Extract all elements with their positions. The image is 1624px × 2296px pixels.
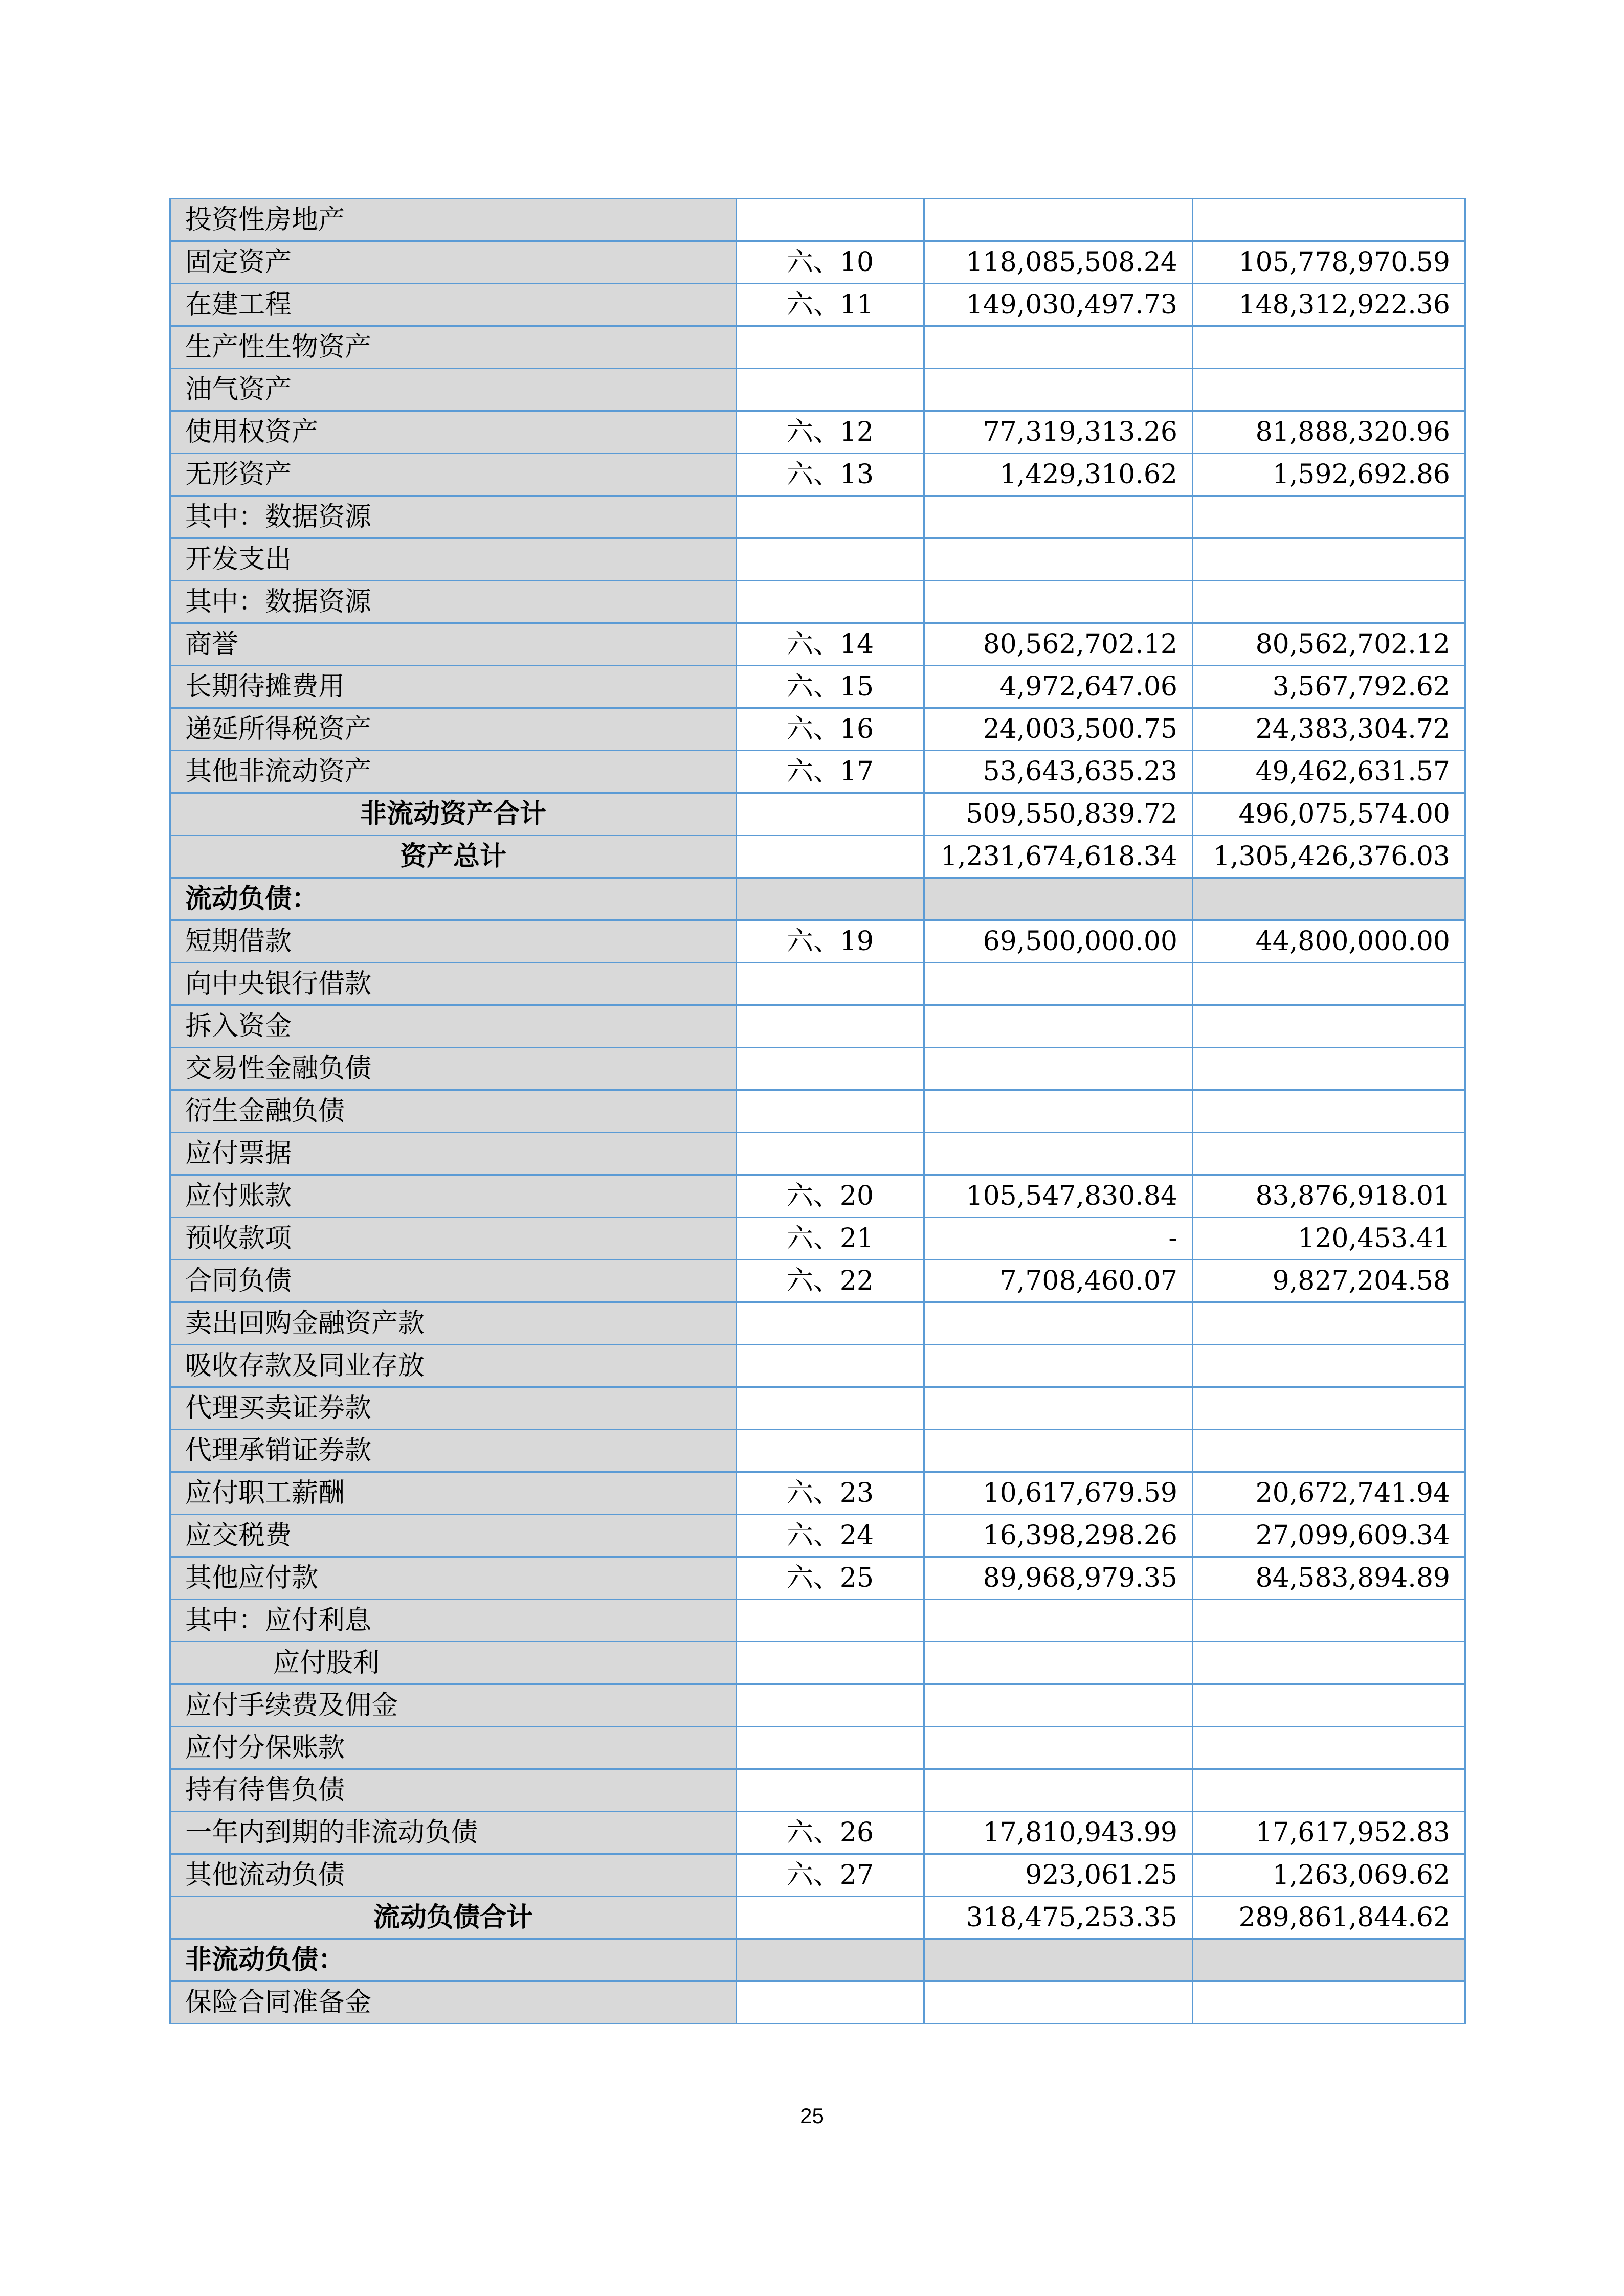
row-current-value <box>924 326 1193 369</box>
row-previous-value: 49,462,631.57 <box>1193 751 1465 793</box>
row-note: 六、21 <box>737 1218 924 1260</box>
table-row <box>170 1982 1465 2024</box>
row-previous-value <box>1193 496 1465 538</box>
table-row <box>170 878 1465 920</box>
table-row <box>170 1302 1465 1345</box>
table-row <box>170 1133 1465 1175</box>
row-previous-value <box>1193 1600 1465 1642</box>
row-note: 六、10 <box>737 241 924 284</box>
row-current-value <box>924 581 1193 623</box>
row-label: 投资性房地产 <box>170 199 737 241</box>
row-label: 应付分保账款 <box>170 1727 737 1769</box>
table-row <box>170 1727 1465 1769</box>
row-current-value <box>924 1387 1193 1430</box>
page-number: 25 <box>800 2104 824 2128</box>
row-label: 合同负债 <box>170 1260 737 1302</box>
table-row <box>170 1387 1465 1430</box>
row-note <box>737 581 924 623</box>
row-previous-value <box>1193 1939 1465 1982</box>
table-row <box>170 1345 1465 1387</box>
row-previous-value <box>1193 1769 1465 1812</box>
row-note <box>737 1005 924 1048</box>
row-note: 六、24 <box>737 1515 924 1557</box>
row-label: 衍生金融负债 <box>170 1090 737 1133</box>
row-note <box>737 1897 924 1939</box>
row-label: 代理买卖证券款 <box>170 1387 737 1430</box>
row-label: 无形资产 <box>170 454 737 496</box>
row-label: 递延所得税资产 <box>170 708 737 751</box>
row-current-value: 89,968,979.35 <box>924 1557 1193 1600</box>
row-current-value <box>924 496 1193 538</box>
row-label: 卖出回购金融资产款 <box>170 1302 737 1345</box>
row-previous-value <box>1193 369 1465 411</box>
table-row <box>170 1684 1465 1727</box>
row-previous-value: 80,562,702.12 <box>1193 623 1465 666</box>
row-previous-value: 120,453.41 <box>1193 1218 1465 1260</box>
row-previous-value <box>1193 581 1465 623</box>
row-current-value <box>924 538 1193 581</box>
row-note: 六、17 <box>737 751 924 793</box>
table-row <box>170 1005 1465 1048</box>
row-current-value: 149,030,497.73 <box>924 284 1193 326</box>
row-note: 六、26 <box>737 1812 924 1854</box>
row-previous-value: 1,305,426,376.03 <box>1193 836 1465 878</box>
table-row <box>170 241 1465 284</box>
row-note <box>737 963 924 1005</box>
row-current-value <box>924 1982 1193 2024</box>
table-row <box>170 284 1465 326</box>
row-current-value: 80,562,702.12 <box>924 623 1193 666</box>
table-row <box>170 1769 1465 1812</box>
table-row <box>170 963 1465 1005</box>
table-row <box>170 581 1465 623</box>
table-row <box>170 411 1465 454</box>
row-note <box>737 1430 924 1472</box>
row-note: 六、23 <box>737 1472 924 1515</box>
table-row <box>170 1048 1465 1090</box>
row-current-value <box>924 963 1193 1005</box>
row-previous-value <box>1193 1090 1465 1133</box>
row-current-value <box>924 878 1193 920</box>
row-previous-value <box>1193 1727 1465 1769</box>
row-current-value <box>924 1642 1193 1684</box>
row-previous-value <box>1193 1048 1465 1090</box>
row-current-value <box>924 1600 1193 1642</box>
table-row <box>170 199 1465 241</box>
row-note <box>737 1302 924 1345</box>
row-note: 六、12 <box>737 411 924 454</box>
row-current-value: 69,500,000.00 <box>924 920 1193 963</box>
table-row <box>170 1515 1465 1557</box>
row-note: 六、27 <box>737 1854 924 1897</box>
balance-sheet-body <box>170 199 1465 2024</box>
row-note <box>737 1090 924 1133</box>
row-label: 流动负债： <box>170 878 737 920</box>
row-current-value: 17,810,943.99 <box>924 1812 1193 1854</box>
row-note: 六、15 <box>737 666 924 708</box>
row-previous-value <box>1193 1005 1465 1048</box>
row-label: 其中：数据资源 <box>170 496 737 538</box>
row-note: 六、19 <box>737 920 924 963</box>
row-label: 其中：应付利息 <box>170 1600 737 1642</box>
row-previous-value: 1,592,692.86 <box>1193 454 1465 496</box>
table-row <box>170 708 1465 751</box>
table-row <box>170 369 1465 411</box>
row-current-value: 7,708,460.07 <box>924 1260 1193 1302</box>
row-label: 向中央银行借款 <box>170 963 737 1005</box>
table-row <box>170 496 1465 538</box>
row-label: 资产总计 <box>170 836 737 878</box>
table-row <box>170 1472 1465 1515</box>
row-current-value: 923,061.25 <box>924 1854 1193 1897</box>
row-previous-value: 105,778,970.59 <box>1193 241 1465 284</box>
row-note <box>737 1684 924 1727</box>
row-label: 开发支出 <box>170 538 737 581</box>
row-previous-value <box>1193 326 1465 369</box>
row-current-value <box>924 1727 1193 1769</box>
row-current-value: 10,617,679.59 <box>924 1472 1193 1515</box>
row-note <box>737 199 924 241</box>
table-row <box>170 793 1465 836</box>
row-current-value <box>924 1769 1193 1812</box>
table-row <box>170 1260 1465 1302</box>
row-label: 固定资产 <box>170 241 737 284</box>
row-previous-value <box>1193 878 1465 920</box>
row-current-value: 24,003,500.75 <box>924 708 1193 751</box>
row-label: 油气资产 <box>170 369 737 411</box>
row-previous-value <box>1193 199 1465 241</box>
row-current-value: 105,547,830.84 <box>924 1175 1193 1218</box>
row-note: 六、20 <box>737 1175 924 1218</box>
row-current-value: - <box>924 1218 1193 1260</box>
row-previous-value <box>1193 538 1465 581</box>
row-label: 在建工程 <box>170 284 737 326</box>
table-row <box>170 1600 1465 1642</box>
row-current-value <box>924 1302 1193 1345</box>
row-note: 六、14 <box>737 623 924 666</box>
row-previous-value: 1,263,069.62 <box>1193 1854 1465 1897</box>
row-previous-value <box>1193 1345 1465 1387</box>
row-label: 吸收存款及同业存放 <box>170 1345 737 1387</box>
row-previous-value <box>1193 963 1465 1005</box>
row-note <box>737 1048 924 1090</box>
table-row <box>170 1090 1465 1133</box>
row-previous-value: 27,099,609.34 <box>1193 1515 1465 1557</box>
table-row <box>170 623 1465 666</box>
row-label: 代理承销证券款 <box>170 1430 737 1472</box>
row-note <box>737 369 924 411</box>
table-row <box>170 538 1465 581</box>
row-label: 交易性金融负债 <box>170 1048 737 1090</box>
table-row <box>170 836 1465 878</box>
row-current-value: 53,643,635.23 <box>924 751 1193 793</box>
row-previous-value <box>1193 1982 1465 2024</box>
row-label: 非流动资产合计 <box>170 793 737 836</box>
row-previous-value: 81,888,320.96 <box>1193 411 1465 454</box>
row-note <box>737 1727 924 1769</box>
row-previous-value: 3,567,792.62 <box>1193 666 1465 708</box>
row-current-value <box>924 1090 1193 1133</box>
table-row <box>170 1557 1465 1600</box>
row-previous-value <box>1193 1684 1465 1727</box>
row-label: 其他流动负债 <box>170 1854 737 1897</box>
row-label: 其他非流动资产 <box>170 751 737 793</box>
row-current-value: 4,972,647.06 <box>924 666 1193 708</box>
row-label: 保险合同准备金 <box>170 1982 737 2024</box>
row-current-value: 318,475,253.35 <box>924 1897 1193 1939</box>
table-row <box>170 1897 1465 1939</box>
row-label: 应付股利 <box>170 1642 737 1684</box>
balance-sheet-table <box>169 198 1466 2024</box>
row-label: 拆入资金 <box>170 1005 737 1048</box>
row-note <box>737 1642 924 1684</box>
row-note <box>737 1982 924 2024</box>
row-current-value: 118,085,508.24 <box>924 241 1193 284</box>
row-note <box>737 1600 924 1642</box>
row-note: 六、25 <box>737 1557 924 1600</box>
row-note <box>737 836 924 878</box>
row-previous-value: 9,827,204.58 <box>1193 1260 1465 1302</box>
row-label: 预收款项 <box>170 1218 737 1260</box>
table-row <box>170 1175 1465 1218</box>
table-row <box>170 454 1465 496</box>
row-current-value <box>924 1133 1193 1175</box>
table-row <box>170 1812 1465 1854</box>
row-note <box>737 326 924 369</box>
row-label: 短期借款 <box>170 920 737 963</box>
table-row <box>170 1218 1465 1260</box>
table-row <box>170 1854 1465 1897</box>
row-label: 应交税费 <box>170 1515 737 1557</box>
row-current-value <box>924 1345 1193 1387</box>
row-previous-value: 84,583,894.89 <box>1193 1557 1465 1600</box>
row-label: 应付账款 <box>170 1175 737 1218</box>
row-previous-value: 17,617,952.83 <box>1193 1812 1465 1854</box>
row-label: 生产性生物资产 <box>170 326 737 369</box>
row-note <box>737 1769 924 1812</box>
row-note <box>737 878 924 920</box>
row-label: 应付职工薪酬 <box>170 1472 737 1515</box>
table-row <box>170 1642 1465 1684</box>
row-current-value: 509,550,839.72 <box>924 793 1193 836</box>
row-label: 应付手续费及佣金 <box>170 1684 737 1727</box>
row-label: 商誉 <box>170 623 737 666</box>
row-current-value: 1,429,310.62 <box>924 454 1193 496</box>
table-row <box>170 920 1465 963</box>
row-previous-value: 20,672,741.94 <box>1193 1472 1465 1515</box>
row-previous-value <box>1193 1430 1465 1472</box>
row-previous-value <box>1193 1387 1465 1430</box>
row-note <box>737 1939 924 1982</box>
row-label: 其中：数据资源 <box>170 581 737 623</box>
row-previous-value: 148,312,922.36 <box>1193 284 1465 326</box>
row-note: 六、22 <box>737 1260 924 1302</box>
row-previous-value: 496,075,574.00 <box>1193 793 1465 836</box>
row-previous-value <box>1193 1642 1465 1684</box>
row-label: 使用权资产 <box>170 411 737 454</box>
row-label: 一年内到期的非流动负债 <box>170 1812 737 1854</box>
row-previous-value: 289,861,844.62 <box>1193 1897 1465 1939</box>
row-label: 长期待摊费用 <box>170 666 737 708</box>
row-previous-value: 83,876,918.01 <box>1193 1175 1465 1218</box>
table-row <box>170 666 1465 708</box>
row-note <box>737 496 924 538</box>
row-current-value: 77,319,313.26 <box>924 411 1193 454</box>
row-current-value <box>924 199 1193 241</box>
row-previous-value <box>1193 1133 1465 1175</box>
row-label: 流动负债合计 <box>170 1897 737 1939</box>
row-current-value: 16,398,298.26 <box>924 1515 1193 1557</box>
row-label: 应付票据 <box>170 1133 737 1175</box>
table-row <box>170 1939 1465 1982</box>
table-row <box>170 751 1465 793</box>
row-previous-value <box>1193 1302 1465 1345</box>
row-note: 六、13 <box>737 454 924 496</box>
row-label: 持有待售负债 <box>170 1769 737 1812</box>
row-label: 非流动负债： <box>170 1939 737 1982</box>
row-note <box>737 1133 924 1175</box>
row-current-value <box>924 1048 1193 1090</box>
row-note: 六、11 <box>737 284 924 326</box>
row-note <box>737 1345 924 1387</box>
row-current-value <box>924 1684 1193 1727</box>
row-current-value <box>924 369 1193 411</box>
row-label: 其他应付款 <box>170 1557 737 1600</box>
row-note <box>737 1387 924 1430</box>
table-row <box>170 326 1465 369</box>
row-previous-value: 44,800,000.00 <box>1193 920 1465 963</box>
row-current-value <box>924 1939 1193 1982</box>
row-note <box>737 793 924 836</box>
row-note: 六、16 <box>737 708 924 751</box>
row-note <box>737 538 924 581</box>
row-current-value <box>924 1005 1193 1048</box>
row-current-value <box>924 1430 1193 1472</box>
row-current-value: 1,231,674,618.34 <box>924 836 1193 878</box>
table-row <box>170 1430 1465 1472</box>
row-previous-value: 24,383,304.72 <box>1193 708 1465 751</box>
